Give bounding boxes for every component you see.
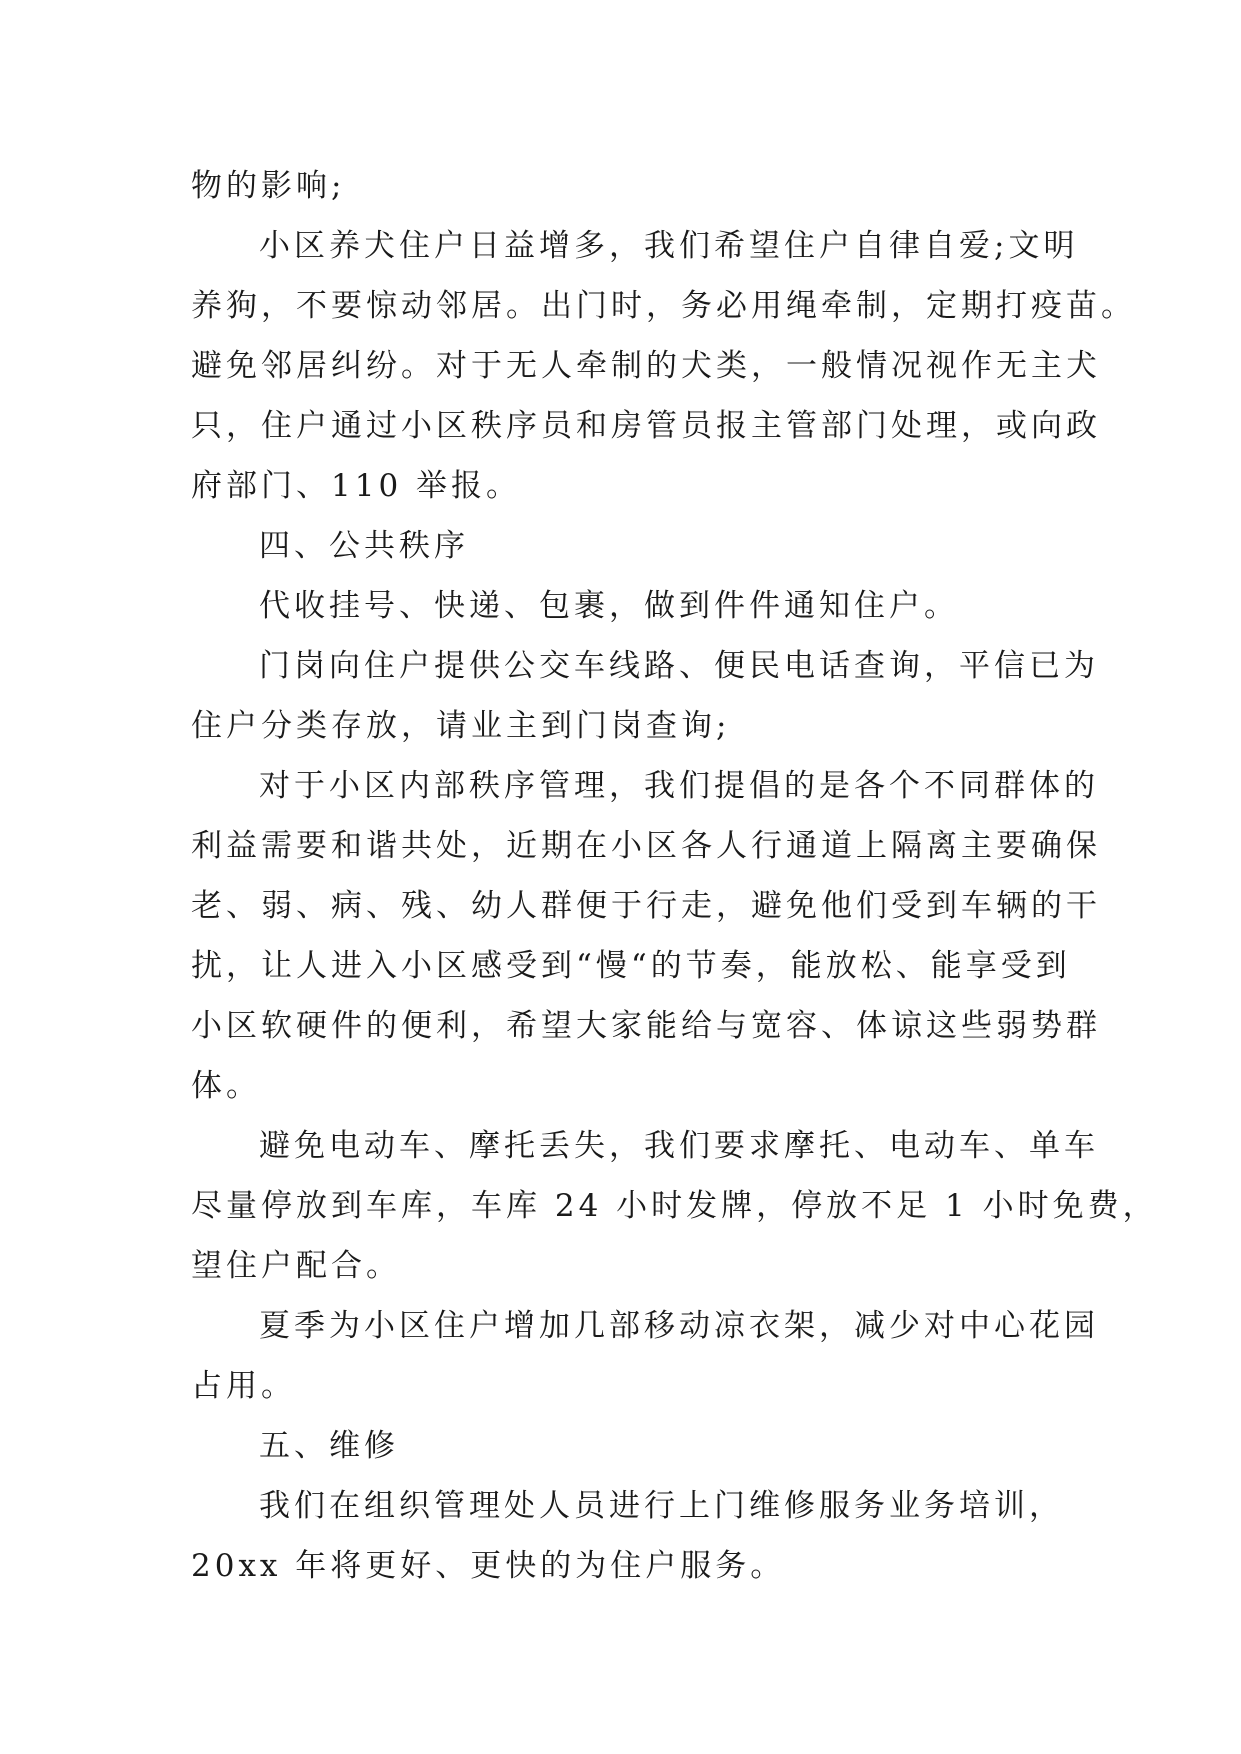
text-line: 体。	[191, 1068, 261, 1104]
paragraph-internal-order: 对于小区内部秩序管理，我们提倡的是各个不同群体的	[259, 768, 1099, 804]
section-heading-public-order: 四、公共秩序	[259, 528, 469, 564]
document-body	[191, 156, 1158, 1596]
text-line: 20xx 年将更好、更快的为住户服务。	[191, 1548, 786, 1584]
paragraph-maintenance-training: 我们在组织管理处人员进行上门维修服务业务培训，	[259, 1488, 1064, 1524]
text-line: 住户分类存放，请业主到门岗查询;	[191, 708, 731, 744]
paragraph-gate-service: 门岗向住户提供公交车线路、便民电话查询，平信已为	[259, 648, 1099, 684]
text-line: 望住户配合。	[191, 1248, 401, 1284]
text-line: 养狗，不要惊动邻居。出门时，务必用绳牵制，定期打疫苗。	[191, 288, 1136, 324]
text-line: 府部门、110 举报。	[191, 468, 522, 504]
paragraph-dog-rules: 小区养犬住户日益增多，我们希望住户自律自爱;文明	[259, 228, 1079, 264]
text-line: 老、弱、病、残、幼人群便于行走，避免他们受到车辆的干	[191, 888, 1101, 924]
text-line: 利益需要和谐共处，近期在小区各人行通道上隔离主要确保	[191, 828, 1101, 864]
text-line: 小区软硬件的便利，希望大家能给与宽容、体谅这些弱势群	[191, 1008, 1101, 1044]
section-heading-maintenance: 五、维修	[259, 1428, 399, 1464]
text-line: 尽量停放到车库，车库 24 小时发牌，停放不足 1 小时免费，	[191, 1188, 1158, 1224]
text-line: 扰，让人进入小区感受到“慢“的节奏，能放松、能享受到	[191, 948, 1071, 984]
paragraph-parcels: 代收挂号、快递、包裹，做到件件通知住户。	[259, 588, 959, 624]
text-line: 占用。	[191, 1368, 296, 1404]
text-line: 避免邻居纠纷。对于无人牵制的犬类，一般情况视作无主犬	[191, 348, 1101, 384]
paragraph-clothes-racks: 夏季为小区住户增加几部移动凉衣架，减少对中心花园	[259, 1308, 1099, 1344]
paragraph-vehicle-theft: 避免电动车、摩托丢失，我们要求摩托、电动车、单车	[259, 1128, 1099, 1164]
text-line: 物的影响;	[191, 168, 346, 204]
text-line: 只，住户通过小区秩序员和房管员报主管部门处理，或向政	[191, 408, 1101, 444]
